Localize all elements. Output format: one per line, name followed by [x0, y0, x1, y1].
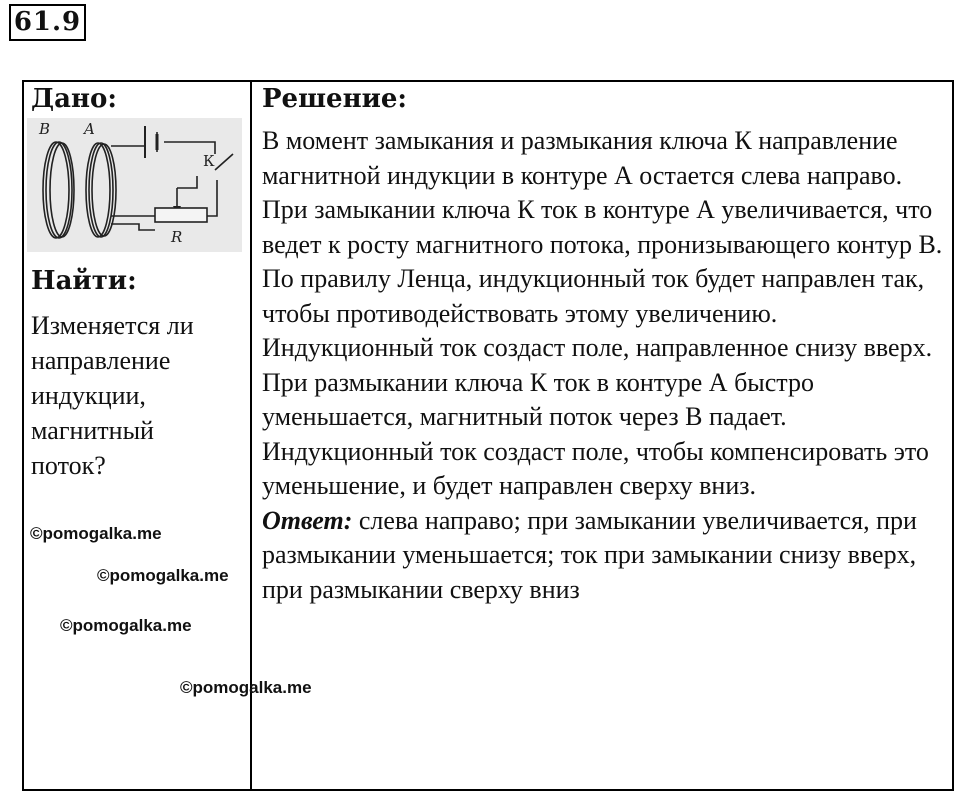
solution-text: [262, 124, 946, 607]
answer-paragraph: [262, 504, 946, 608]
answer-label: Ответ:: [262, 505, 353, 535]
solution-paragraph: Индукционный ток создаст поле, направленное снизу вверх.: [262, 333, 933, 362]
solution-paragraph: При размыкании ключа К ток в контуре А быстро уменьшается, магнитный поток через В падает.: [262, 367, 814, 431]
solution-paragraph: При замыкании ключа К ток в контуре А увеличивается, что ведет к росту магнитного потока, пронизывающего контур В. По правилу Ленца, индукционный ток будет направлен так, чтобы противодействовать этому увеличению.: [262, 195, 943, 328]
label-r: R: [171, 228, 183, 246]
watermark: ©pomogalka.me: [30, 524, 162, 543]
watermark: ©pomogalka.me: [60, 616, 192, 635]
solution-paragraph: Индукционный ток создаст поле, чтобы компенсировать это уменьшение, и будет направлен сверху вниз.: [262, 436, 929, 500]
answer-text: слева направо; при замыкании увеличивается, при размыкании уменьшается; ток при замыкании снизу вверх, при размыкании сверху вниз: [262, 505, 917, 604]
given-heading: Дано:: [31, 84, 117, 114]
label-b: B: [39, 120, 51, 138]
label-k: К: [203, 152, 215, 170]
solution-heading: Решение:: [262, 84, 408, 114]
solution-paragraph: В момент замыкания и размыкания ключа К направление магнитной индукции в контуре А остается слева направо.: [262, 126, 903, 190]
find-heading: Найти:: [31, 266, 137, 296]
circuit-diagram: [27, 118, 242, 252]
watermark: ©pomogalka.me: [180, 678, 312, 697]
label-a: A: [84, 120, 95, 138]
watermark: ©pomogalka.me: [97, 566, 229, 585]
circuit-figure: [27, 118, 242, 252]
find-question: Изменяется ли направление индукции, магнитный поток?: [31, 311, 194, 480]
problem-number: 61.9: [9, 4, 86, 41]
